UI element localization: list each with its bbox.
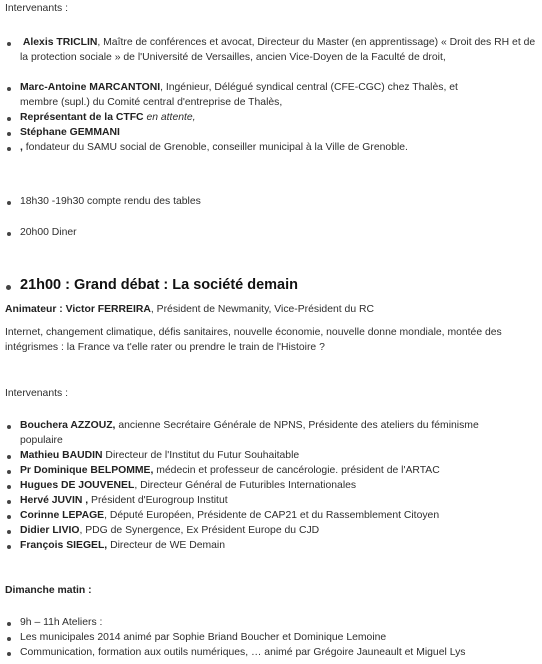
bullet-icon — [7, 232, 11, 236]
list-item — [20, 493, 530, 508]
speaker-name: Corinne LEPAGE — [20, 510, 105, 521]
speaker-description: Président d'Eurogroup Institut — [88, 495, 228, 506]
speaker-description: , Ingénieur, Délégué syndical central (CFE-CGC) chez Thalès, et membre (supl.) du Comité central d'entreprise de Thalès, — [20, 82, 458, 108]
list-item: 9h – 11h Ateliers : — [20, 617, 103, 628]
schedule-item: 20h00 Diner — [20, 227, 77, 238]
bullet-icon — [7, 485, 11, 489]
list-item — [20, 523, 530, 538]
speaker-name: , — [20, 142, 23, 153]
bullet-icon — [7, 652, 11, 656]
speaker-name: Didier LIVIO — [20, 525, 80, 536]
schedule-item: 18h30 -19h30 compte rendu des tables — [20, 196, 201, 207]
bullet-icon — [7, 87, 11, 91]
bullet-icon — [7, 470, 11, 474]
speaker-description: Directeur de WE Demain — [107, 540, 226, 551]
intervenants-heading-2: Intervenants : — [5, 388, 68, 399]
speaker-description: médecin et professeur de cancérologie. président de l'ARTAC — [153, 465, 440, 476]
bullet-icon — [7, 637, 11, 641]
list-item — [20, 538, 530, 553]
speaker-name: Hugues DE JOUVENEL — [20, 480, 135, 491]
speaker-name: Pr Dominique BELPOMME, — [20, 465, 154, 476]
list-item — [20, 418, 520, 448]
list-item — [20, 35, 538, 65]
list-item — [20, 125, 520, 140]
speaker-name: Alexis TRICLIN — [22, 37, 98, 48]
list-item — [20, 508, 530, 523]
bullet-icon — [7, 622, 11, 626]
bullet-icon — [7, 425, 11, 429]
speaker-status: en attente, — [143, 112, 196, 123]
debate-title: 21h00 : Grand débat : La société demain — [20, 277, 298, 293]
speaker-name: Marc-Antoine MARCANTONI — [20, 82, 161, 93]
animator-description: , Président de Newmanity, Vice-Président du RC — [150, 304, 374, 315]
bullet-icon — [7, 42, 11, 46]
animator-label: Animateur : Victor FERREIRA — [5, 304, 151, 315]
bullet-icon — [7, 545, 11, 549]
speaker-name: Représentant de la CTFC — [20, 112, 144, 123]
speaker-name: François SIEGEL, — [20, 540, 108, 551]
bullet-icon — [7, 117, 11, 121]
list-item — [20, 80, 490, 110]
bullet-icon — [7, 455, 11, 459]
speaker-description: ancienne Secrétaire Générale de NPNS, Présidente des ateliers du féminisme populaire — [20, 420, 479, 446]
list-item — [20, 140, 520, 155]
speaker-description: , PDG de Synergence, Ex Président Europe du CJD — [79, 525, 320, 536]
intervenants-heading-1: Intervenants : — [5, 3, 68, 14]
speaker-description: , Maître de conférences et avocat, Directeur du Master (en apprentissage) « Droit des RH et de la protection sociale » de l'Université de Versailles, ancien Vice-Doyen de la Faculté de droit, — [20, 37, 536, 63]
sunday-heading-text: Dimanche matin : — [5, 585, 92, 596]
bullet-icon — [7, 201, 11, 205]
list-item — [20, 478, 530, 493]
list-item — [20, 448, 530, 463]
bullet-icon — [7, 147, 11, 151]
bullet-icon — [7, 530, 11, 534]
list-item: Les municipales 2014 animé par Sophie Briand Boucher et Dominique Lemoine — [20, 632, 387, 643]
bullet-icon — [7, 500, 11, 504]
bullet-icon — [7, 132, 11, 136]
bullet-icon — [7, 515, 11, 519]
speaker-description: Directeur de l'Institut du Futur Souhaitable — [102, 450, 300, 461]
speaker-name: Bouchera AZZOUZ, — [20, 420, 116, 431]
debate-description: Internet, changement climatique, défis sanitaires, nouvelle économie, nouvelle donne mondiale, montée des intégrismes : la France va t'elle rater ou prendre le train de l'Histoire ? — [5, 327, 502, 353]
list-item — [20, 110, 520, 125]
speaker-name: Stéphane GEMMANI — [20, 127, 120, 138]
speaker-description: , Député Européen, Présidente de CAP21 et du Rassemblement Citoyen — [104, 510, 440, 521]
list-item — [20, 463, 530, 478]
speaker-name: Hervé JUVIN , — [20, 495, 89, 506]
list-item: Communication, formation aux outils numériques, … animé par Grégoire Jauneault et Miguel Lys — [20, 647, 466, 658]
speaker-name: Mathieu BAUDIN — [20, 450, 103, 461]
speaker-description: , Directeur Général de Futuribles Internationales — [134, 480, 357, 491]
speaker-description: fondateur du SAMU social de Grenoble, conseiller municipal à la Ville de Grenoble. — [22, 142, 408, 153]
sunday-heading — [5, 583, 92, 598]
bullet-icon — [6, 285, 11, 290]
debate-animator — [5, 302, 374, 317]
